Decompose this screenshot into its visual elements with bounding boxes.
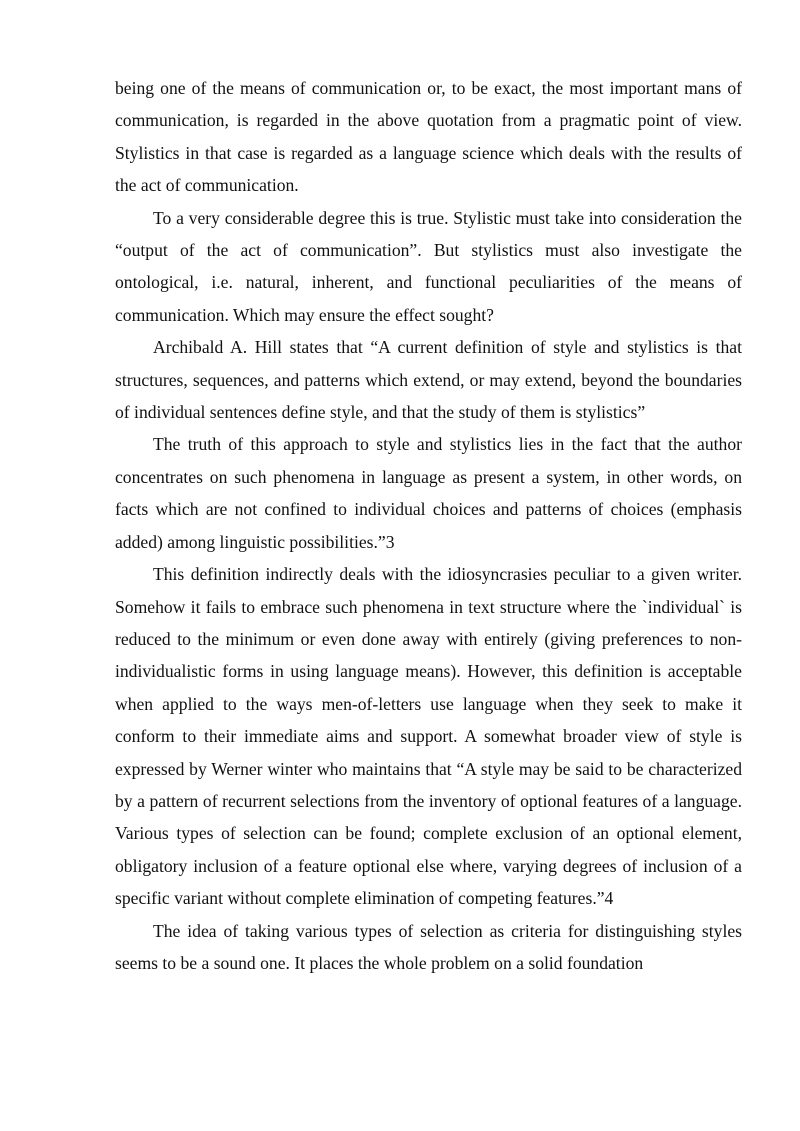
paragraph-selection-criteria: The idea of taking various types of selection as criteria for distinguishing styles seems to be a sound one. It places the whole problem on a solid foundation [115,920,742,973]
paragraph-continuation: being one of the means of communication or, to be exact, the most important mans of communication, is regarded in the above quotation from a pragmatic point of view. Stylistics in that case is regarded as a language science which deals with the results of the act of communication. [115,78,742,196]
document-page [115,72,742,979]
paragraph-idiosyncrasies: This definition indirectly deals with the idiosyncrasies peculiar to a given writer. Somehow it fails to embrace such phenomena in text structure where the `individual` is reduced to the minimum or even done away with entirely (giving preferences to non-individualistic forms in using language means). However, this definition is acceptable when applied to the ways men-of-letters use language when they seek to make it conform to their immediate aims and support. A somewhat broader view of style is expressed by Werner winter who maintains that “A style may be said to be characterized by a pattern of recurrent selections from the inventory of optional features of a language. Various types of selection can be found; complete exclusion of an optional element, obligatory inclusion of a feature optional else where, varying degrees of inclusion of a specific variant without complete elimination of competing features.”4 [115,564,742,909]
paragraph-approach-truth: The truth of this approach to style and stylistics lies in the fact that the author concentrates on such phenomena in language as present a system, in other words, on facts which are not confined to individual choices and patterns of choices (emphasis added) among linguistic possibilities.”3 [115,434,742,552]
paragraph-stylistic-output: To a very considerable degree this is true. Stylistic must take into consideration the “output of the act of communication”. But stylistics must also investigate the ontological, i.e. natural, inherent, and functional peculiarities of the means of communication. Which may ensure the effect sought? [115,207,742,325]
paragraph-hill-definition: Archibald A. Hill states that “A current definition of style and stylistics is that structures, sequences, and patterns which extend, or may extend, beyond the boundaries of individual sentences define style, and that the study of them is stylistics” [115,337,742,423]
